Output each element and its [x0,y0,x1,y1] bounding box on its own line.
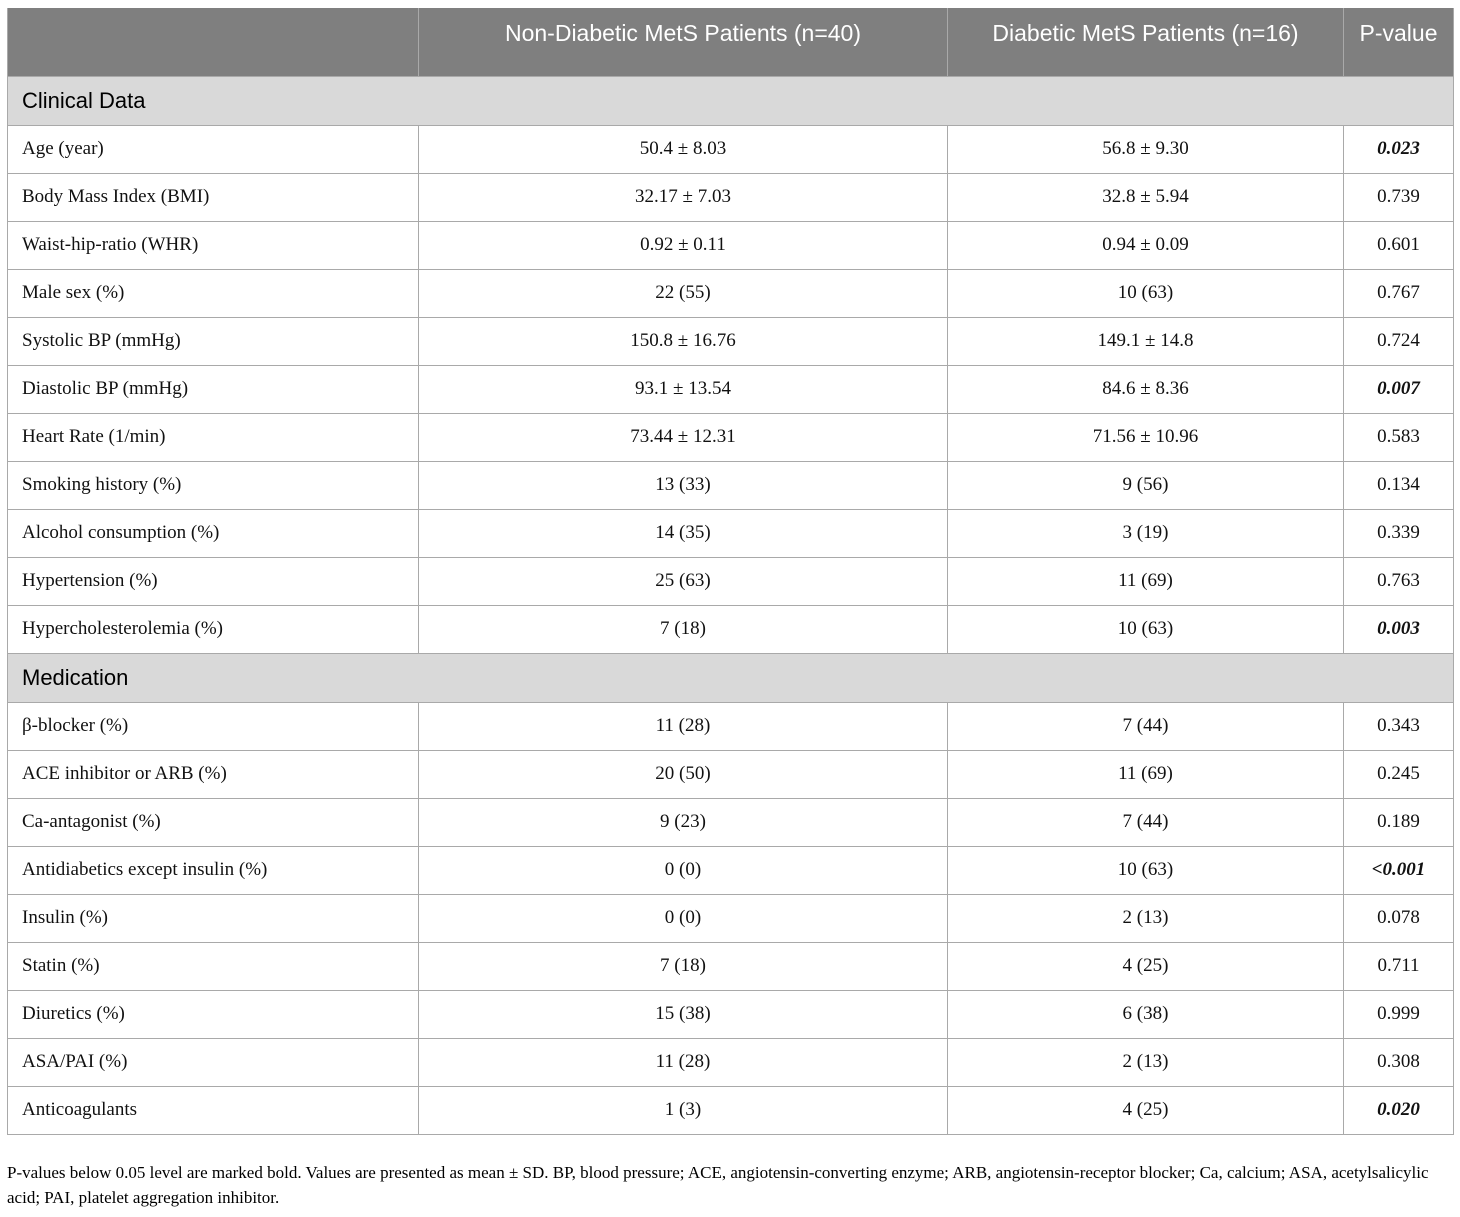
table-row [8,605,1454,653]
p-value: 0.308 [1344,1038,1454,1086]
section-title: Medication [8,653,1454,702]
header-non-diabetic: Non-Diabetic MetS Patients (n=40) [419,8,948,76]
table-row [8,269,1454,317]
diabetic-value: 7 (44) [948,702,1344,750]
non-diabetic-value: 73.44 ± 12.31 [419,413,948,461]
non-diabetic-value: 0 (0) [419,846,948,894]
non-diabetic-value: 1 (3) [419,1086,948,1134]
table-container [7,8,1453,1135]
p-value: 0.763 [1344,557,1454,605]
row-label: ASA/PAI (%) [8,1038,419,1086]
table-row [8,894,1454,942]
non-diabetic-value: 0 (0) [419,894,948,942]
diabetic-value: 2 (13) [948,894,1344,942]
row-label: Anticoagulants [8,1086,419,1134]
row-label: Statin (%) [8,942,419,990]
diabetic-value: 2 (13) [948,1038,1344,1086]
non-diabetic-value: 22 (55) [419,269,948,317]
table-header [8,8,1454,76]
section-row [8,76,1454,125]
non-diabetic-value: 93.1 ± 13.54 [419,365,948,413]
diabetic-value: 4 (25) [948,942,1344,990]
row-label: Heart Rate (1/min) [8,413,419,461]
non-diabetic-value: 25 (63) [419,557,948,605]
p-value: 0.711 [1344,942,1454,990]
header-row [8,8,1454,76]
diabetic-value: 32.8 ± 5.94 [948,173,1344,221]
diabetic-value: 9 (56) [948,461,1344,509]
p-value: 0.023 [1344,125,1454,173]
p-value: 0.724 [1344,317,1454,365]
non-diabetic-value: 13 (33) [419,461,948,509]
row-label: Male sex (%) [8,269,419,317]
table-row [8,557,1454,605]
row-label: ACE inhibitor or ARB (%) [8,750,419,798]
non-diabetic-value: 7 (18) [419,605,948,653]
non-diabetic-value: 50.4 ± 8.03 [419,125,948,173]
table-row [8,221,1454,269]
table-row [8,750,1454,798]
non-diabetic-value: 11 (28) [419,702,948,750]
row-label: Insulin (%) [8,894,419,942]
p-value: 0.999 [1344,990,1454,1038]
p-value: 0.007 [1344,365,1454,413]
row-label: Body Mass Index (BMI) [8,173,419,221]
header-diabetic: Diabetic MetS Patients (n=16) [948,8,1344,76]
p-value: <0.001 [1344,846,1454,894]
p-value: 0.739 [1344,173,1454,221]
table-row [8,702,1454,750]
table-row [8,942,1454,990]
table-row [8,509,1454,557]
row-label: Antidiabetics except insulin (%) [8,846,419,894]
table-body [8,76,1454,1134]
diabetic-value: 3 (19) [948,509,1344,557]
row-label: Diastolic BP (mmHg) [8,365,419,413]
p-value: 0.189 [1344,798,1454,846]
table-row [8,461,1454,509]
table-footnote: P-values below 0.05 level are marked bold. Values are presented as mean ± SD. BP, blood pressure; ACE, angiotensin-converting enzyme; ARB, angiotensin-receptor blocker; Ca, calcium; ASA, acetylsalicylic acid; PAI, platelet aggregation inhibitor. [7,1163,1429,1207]
p-value: 0.020 [1344,1086,1454,1134]
section-row [8,653,1454,702]
table-row [8,413,1454,461]
non-diabetic-value: 32.17 ± 7.03 [419,173,948,221]
table-row [8,846,1454,894]
diabetic-value: 7 (44) [948,798,1344,846]
table-row [8,798,1454,846]
diabetic-value: 149.1 ± 14.8 [948,317,1344,365]
table-row [8,173,1454,221]
header-empty [8,8,419,76]
p-value: 0.601 [1344,221,1454,269]
p-value: 0.767 [1344,269,1454,317]
diabetic-value: 6 (38) [948,990,1344,1038]
table-row [8,125,1454,173]
table-row [8,1038,1454,1086]
diabetic-value: 4 (25) [948,1086,1344,1134]
p-value: 0.583 [1344,413,1454,461]
p-value: 0.343 [1344,702,1454,750]
non-diabetic-value: 9 (23) [419,798,948,846]
non-diabetic-value: 150.8 ± 16.76 [419,317,948,365]
table-row [8,365,1454,413]
non-diabetic-value: 0.92 ± 0.11 [419,221,948,269]
row-label: Smoking history (%) [8,461,419,509]
row-label: Hypertension (%) [8,557,419,605]
p-value: 0.339 [1344,509,1454,557]
comparison-table [7,8,1454,1135]
diabetic-value: 84.6 ± 8.36 [948,365,1344,413]
diabetic-value: 56.8 ± 9.30 [948,125,1344,173]
p-value: 0.134 [1344,461,1454,509]
row-label: Diuretics (%) [8,990,419,1038]
row-label: β-blocker (%) [8,702,419,750]
diabetic-value: 11 (69) [948,557,1344,605]
non-diabetic-value: 15 (38) [419,990,948,1038]
diabetic-value: 10 (63) [948,269,1344,317]
non-diabetic-value: 14 (35) [419,509,948,557]
p-value: 0.003 [1344,605,1454,653]
diabetic-value: 10 (63) [948,846,1344,894]
non-diabetic-value: 7 (18) [419,942,948,990]
row-label: Ca-antagonist (%) [8,798,419,846]
row-label: Systolic BP (mmHg) [8,317,419,365]
diabetic-value: 71.56 ± 10.96 [948,413,1344,461]
table-row [8,990,1454,1038]
non-diabetic-value: 20 (50) [419,750,948,798]
row-label: Age (year) [8,125,419,173]
non-diabetic-value: 11 (28) [419,1038,948,1086]
diabetic-value: 11 (69) [948,750,1344,798]
header-p-value: P-value [1344,8,1454,76]
p-value: 0.245 [1344,750,1454,798]
diabetic-value: 10 (63) [948,605,1344,653]
table-row [8,1086,1454,1134]
diabetic-value: 0.94 ± 0.09 [948,221,1344,269]
section-title: Clinical Data [8,76,1454,125]
row-label: Hypercholesterolemia (%) [8,605,419,653]
row-label: Alcohol consumption (%) [8,509,419,557]
row-label: Waist-hip-ratio (WHR) [8,221,419,269]
table-row [8,317,1454,365]
p-value: 0.078 [1344,894,1454,942]
